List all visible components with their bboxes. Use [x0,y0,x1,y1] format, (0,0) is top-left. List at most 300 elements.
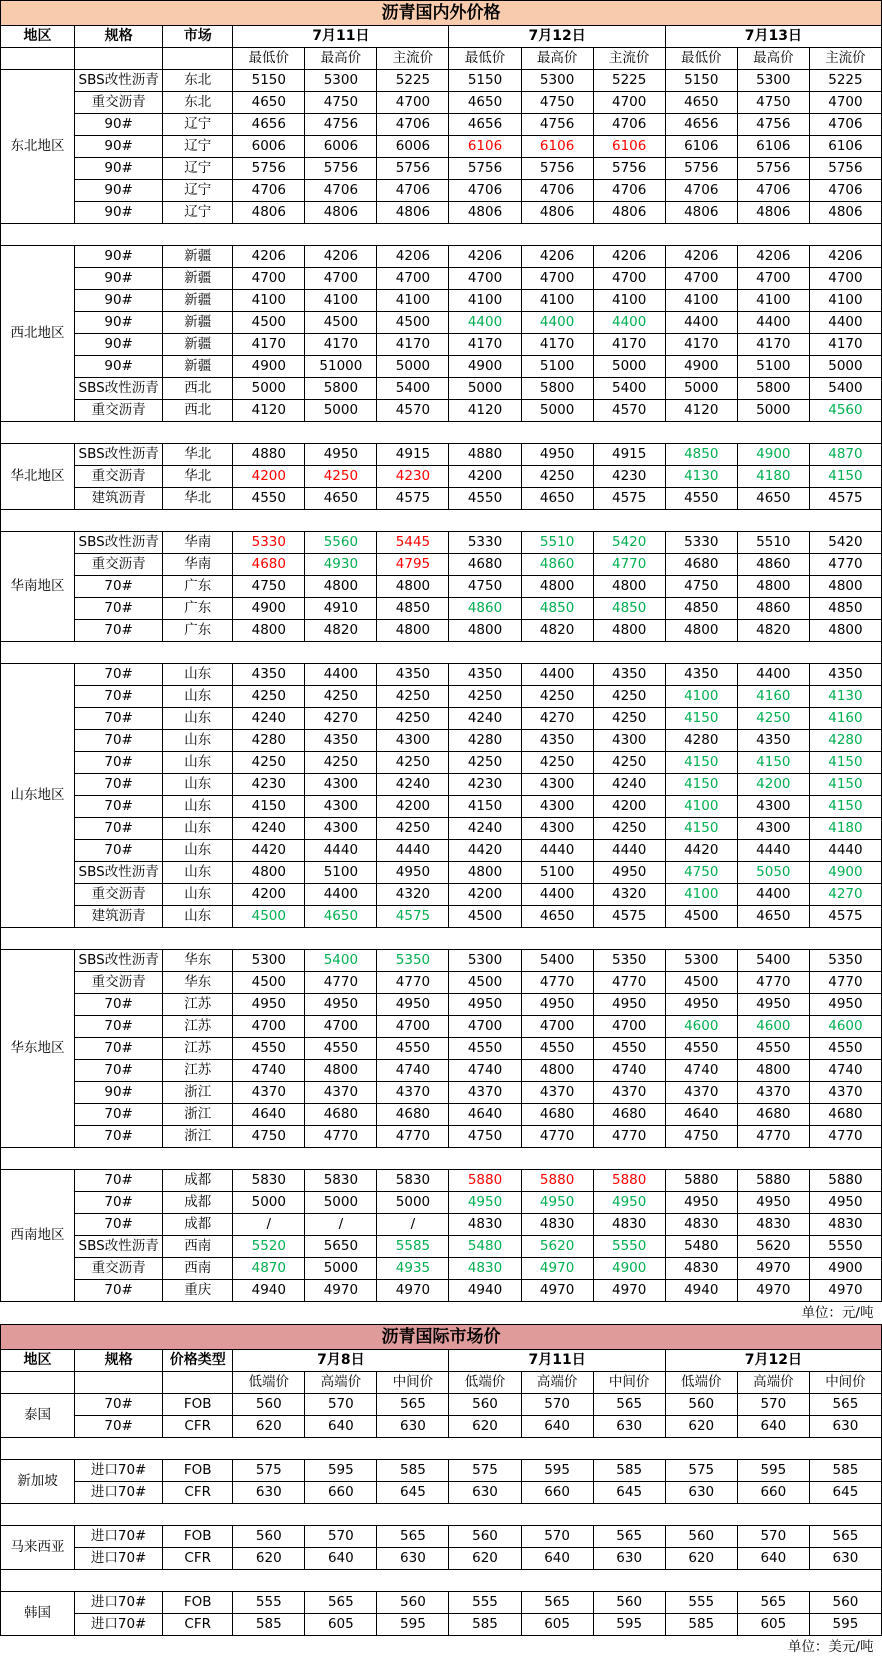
price-cell: 5400 [809,378,881,400]
price-cell: 4680 [665,554,737,576]
table-row [1,1236,882,1258]
spacer-row [1,642,882,664]
price-cell: 5225 [593,70,665,92]
price-cell: 5000 [377,1192,449,1214]
price-cell: 4230 [233,774,305,796]
price-cell: 4150 [449,796,521,818]
spec-cell: 建筑沥青 [75,906,163,928]
price-cell: 4700 [521,1016,593,1038]
spec-cell: 90# [75,356,163,378]
price-cell: 6106 [449,136,521,158]
price-cell: 5350 [593,950,665,972]
price-cell: 4250 [521,752,593,774]
spec-cell: SBS改性沥青 [75,950,163,972]
price-cell: 4180 [809,818,881,840]
price-cell: 4170 [809,334,881,356]
price-cell: 4750 [737,92,809,114]
spec-cell: 70# [75,1126,163,1148]
price-cell: 6106 [593,136,665,158]
column-header: 地区 [1,1350,75,1372]
spec-cell: 70# [75,1170,163,1192]
table-row [1,466,882,488]
price-cell: 5000 [305,1258,377,1280]
price-cell: 4550 [233,488,305,510]
price-cell: 4940 [665,1280,737,1302]
region-cell: 韩国 [1,1592,75,1636]
price-cell: 4656 [233,114,305,136]
column-header: 价格类型 [163,1350,233,1372]
price-subheader: 低端价 [665,1372,737,1394]
region-cell: 华东地区 [1,950,75,1148]
price-subheader: 高端价 [305,1372,377,1394]
market-cell: 江苏 [163,1060,233,1082]
price-cell: 4740 [377,1060,449,1082]
market-cell: 华南 [163,554,233,576]
table-row [1,1060,882,1082]
price-cell: 5830 [305,1170,377,1192]
table-row [1,356,882,378]
price-cell: 4250 [377,708,449,730]
price-cell: 4206 [233,246,305,268]
spec-cell: 70# [75,664,163,686]
price-cell: 6006 [305,136,377,158]
price-cell: 4680 [305,1104,377,1126]
domestic-header-row [1,26,882,48]
spec-cell: 70# [75,686,163,708]
price-cell: 5100 [737,356,809,378]
price-cell: 4706 [665,180,737,202]
spec-cell: 90# [75,202,163,224]
price-cell: 4160 [737,686,809,708]
price-cell: 5400 [305,950,377,972]
price-cell: 6106 [665,136,737,158]
price-cell: 4935 [377,1258,449,1280]
price-cell: 575 [233,1460,305,1482]
price-cell: 4200 [449,466,521,488]
price-cell: 4950 [449,994,521,1016]
price-cell: 4800 [377,576,449,598]
price-cell: 4950 [521,994,593,1016]
price-cell: 4180 [737,466,809,488]
price-cell: 4100 [305,290,377,312]
market-cell: 成都 [163,1192,233,1214]
price-cell: 4400 [737,664,809,686]
price-cell: 4550 [233,1038,305,1060]
price-cell: 5100 [521,862,593,884]
price-cell: 640 [305,1416,377,1438]
price-cell: 4100 [449,290,521,312]
price-cell: 4350 [665,664,737,686]
market-cell: 东北 [163,92,233,114]
price-cell: 5420 [593,532,665,554]
spec-cell: 70# [75,1038,163,1060]
price-cell: 4170 [665,334,737,356]
market-cell: 广东 [163,598,233,620]
spacer-cell [1,1438,75,1460]
price-cell: 5000 [809,356,881,378]
price-cell: 4860 [737,554,809,576]
spec-cell: 90# [75,268,163,290]
spacer-cell [1,1148,75,1170]
price-cell: 645 [593,1482,665,1504]
spacer-cell [75,224,882,246]
price-cell: 4206 [809,246,881,268]
price-cell: 5000 [305,1192,377,1214]
price-subheader: 低端价 [449,1372,521,1394]
international-unit-row [1,1636,882,1659]
price-cell: 4970 [521,1258,593,1280]
price-cell: 4650 [449,92,521,114]
region-cell: 新加坡 [1,1460,75,1504]
market-cell: 东北 [163,70,233,92]
price-cell: 560 [377,1592,449,1614]
price-cell: 4250 [305,752,377,774]
price-cell: 4440 [521,840,593,862]
price-cell: 4250 [593,708,665,730]
domestic-subheader-row [1,48,882,70]
price-cell: 5550 [593,1236,665,1258]
market-cell: 山东 [163,884,233,906]
price-cell: 4706 [521,180,593,202]
price-cell: 4400 [305,664,377,686]
price-subheader: 最低价 [233,48,305,70]
price-cell: 4440 [377,840,449,862]
price-cell: 4370 [521,1082,593,1104]
price-cell: 4950 [593,1192,665,1214]
price-cell: 4950 [449,1192,521,1214]
price-cell: 4820 [737,620,809,642]
price-cell: 630 [593,1548,665,1570]
spec-cell: SBS改性沥青 [75,862,163,884]
price-cell: 4706 [305,180,377,202]
spec-cell: 重交沥青 [75,400,163,422]
price-cell: 555 [233,1592,305,1614]
price-cell: 4575 [377,906,449,928]
price-cell: 4650 [305,906,377,928]
market-cell: 广东 [163,620,233,642]
price-cell: 4500 [233,312,305,334]
unit-note: 单位：美元/吨 [787,1639,874,1655]
price-cell: 4270 [305,708,377,730]
column-header: 规格 [75,1350,163,1372]
spec-cell: 90# [75,158,163,180]
price-cell: 5225 [377,70,449,92]
price-cell: 4370 [665,1082,737,1104]
price-cell: 4250 [593,818,665,840]
price-cell: 5550 [809,1236,881,1258]
price-cell: 4800 [593,620,665,642]
market-cell: 浙江 [163,1082,233,1104]
table-row [1,884,882,906]
price-cell: 4370 [377,1082,449,1104]
market-cell: 新疆 [163,268,233,290]
price-cell: 4150 [809,466,881,488]
spec-cell: 70# [75,1016,163,1038]
price-cell: 565 [809,1394,881,1416]
price-cell: 4750 [665,862,737,884]
price-cell: 4170 [737,334,809,356]
spacer-cell [75,1504,882,1526]
price-cell: 565 [377,1394,449,1416]
date-header: 7月12日 [665,1350,881,1372]
price-cell: 4830 [665,1258,737,1280]
price-cell: 560 [665,1394,737,1416]
price-cell: 4570 [377,400,449,422]
price-cell: 5620 [521,1236,593,1258]
market-cell: 华北 [163,444,233,466]
price-cell: 565 [593,1526,665,1548]
price-subheader: 高端价 [521,1372,593,1394]
price-cell: 620 [665,1416,737,1438]
price-cell: 4300 [521,818,593,840]
spec-cell: 重交沥青 [75,92,163,114]
price-cell: 4400 [521,312,593,334]
price-cell: 4100 [737,290,809,312]
spacer-cell [1,224,75,246]
price-cell: 640 [737,1548,809,1570]
column-header: 规格 [75,26,163,48]
price-cell: 4350 [737,730,809,752]
price-cell: 605 [305,1614,377,1636]
price-cell: 4800 [233,620,305,642]
price-cell: 4870 [233,1258,305,1280]
price-cell: 5400 [521,950,593,972]
price-cell: 5000 [305,400,377,422]
price-cell: 4800 [809,620,881,642]
price-cell: 5830 [233,1170,305,1192]
price-cell: 4250 [593,752,665,774]
price-cell: 4200 [593,796,665,818]
spec-cell: 进口70# [75,1548,163,1570]
price-cell: 4200 [449,884,521,906]
price-cell: 4150 [665,774,737,796]
price-cell: 5330 [449,532,521,554]
price-cell: 4806 [449,202,521,224]
price-cell: 4575 [377,488,449,510]
price-cell: 4950 [809,1192,881,1214]
price-cell: 4900 [593,1258,665,1280]
price-cell: 4706 [377,180,449,202]
table-row [1,906,882,928]
price-cell: 4650 [665,92,737,114]
price-cell: 5880 [737,1170,809,1192]
price-cell: 620 [665,1548,737,1570]
price-cell: 4250 [305,686,377,708]
price-cell: 4700 [305,268,377,290]
price-cell: 4240 [449,708,521,730]
spec-cell: SBS改性沥青 [75,444,163,466]
spec-cell: 70# [75,1280,163,1302]
price-cell: 4400 [521,884,593,906]
domestic-title: 沥青国内外价格 [1,1,882,26]
price-cell: 4320 [377,884,449,906]
price-cell: 4440 [305,840,377,862]
spacer-cell [75,422,882,444]
price-cell: 4420 [233,840,305,862]
market-cell: 华东 [163,950,233,972]
international-title: 沥青国际市场价 [1,1325,882,1350]
price-cell: 4550 [449,1038,521,1060]
price-cell: 4700 [449,268,521,290]
price-cell: 4500 [233,972,305,994]
table-row [1,136,882,158]
region-cell: 马来西亚 [1,1526,75,1570]
price-cell: 5330 [665,532,737,554]
price-cell: 4800 [305,1060,377,1082]
price-cell: 4700 [593,268,665,290]
price-cell: 4700 [737,268,809,290]
price-cell: 4750 [449,576,521,598]
price-cell: 4830 [809,1214,881,1236]
price-cell: 5000 [521,400,593,422]
price-subheader: 中间价 [377,1372,449,1394]
market-cell: 辽宁 [163,202,233,224]
market-cell: 山东 [163,752,233,774]
price-cell: 4950 [305,994,377,1016]
market-cell: 西南 [163,1258,233,1280]
spec-cell: 70# [75,994,163,1016]
table-row [1,576,882,598]
price-cell: 4806 [809,202,881,224]
price-cell: 4500 [449,972,521,994]
table-row [1,1614,882,1636]
price-cell: 4206 [593,246,665,268]
market-cell: 辽宁 [163,136,233,158]
price-cell: 660 [737,1482,809,1504]
market-cell: CFR [163,1614,233,1636]
market-cell: FOB [163,1526,233,1548]
market-cell: FOB [163,1394,233,1416]
price-cell: / [377,1214,449,1236]
table-row [1,444,882,466]
price-cell: 4740 [233,1060,305,1082]
price-cell: 4770 [809,554,881,576]
price-cell: 620 [233,1416,305,1438]
table-row [1,554,882,576]
price-cell: 4150 [665,708,737,730]
price-cell: 4800 [593,576,665,598]
market-cell: 山东 [163,840,233,862]
price-cell: 4800 [449,862,521,884]
price-cell: 4800 [809,576,881,598]
price-cell: 4250 [593,686,665,708]
price-cell: 5350 [377,950,449,972]
price-cell: 4120 [449,400,521,422]
price-cell: 4100 [665,290,737,312]
market-cell: FOB [163,1592,233,1614]
price-cell: 4500 [665,972,737,994]
price-cell: 6006 [233,136,305,158]
price-cell: 4800 [377,620,449,642]
price-cell: 4640 [449,1104,521,1126]
price-cell: 4170 [521,334,593,356]
price-cell: 5510 [521,532,593,554]
price-cell: 585 [233,1614,305,1636]
price-cell: 4850 [809,598,881,620]
international-title-row [1,1325,882,1350]
price-cell: 4250 [377,686,449,708]
spec-cell: 70# [75,730,163,752]
market-cell: CFR [163,1482,233,1504]
price-cell: 4150 [809,752,881,774]
price-cell: 4150 [665,818,737,840]
price-cell: 4420 [665,840,737,862]
price-cell: 4206 [305,246,377,268]
price-cell: 4100 [233,290,305,312]
price-cell: 4440 [809,840,881,862]
spacer-cell [1,1570,75,1592]
spec-cell: 70# [75,840,163,862]
price-cell: 4770 [809,1126,881,1148]
price-cell: 4806 [737,202,809,224]
price-cell: 585 [593,1460,665,1482]
spec-cell: 70# [75,1060,163,1082]
spacer-cell [1,642,75,664]
spec-cell: 90# [75,312,163,334]
price-cell: 4300 [737,796,809,818]
price-cell: 585 [809,1460,881,1482]
table-row [1,114,882,136]
price-cell: 4700 [233,268,305,290]
spec-cell: 70# [75,1192,163,1214]
price-cell: 4350 [377,664,449,686]
price-cell: 4370 [305,1082,377,1104]
market-cell: 辽宁 [163,180,233,202]
price-cell: 4250 [737,708,809,730]
spacer-cell [1,1504,75,1526]
price-cell: 5150 [449,70,521,92]
price-cell: 4940 [449,1280,521,1302]
price-cell: 565 [809,1526,881,1548]
market-cell: 新疆 [163,312,233,334]
market-cell: 辽宁 [163,158,233,180]
price-cell: 4770 [521,1126,593,1148]
price-cell: 4880 [233,444,305,466]
price-subheader: 高端价 [737,1372,809,1394]
table-row [1,1038,882,1060]
price-cell: 4100 [809,290,881,312]
price-cell: 4440 [737,840,809,862]
price-cell: 565 [593,1394,665,1416]
table-row [1,1416,882,1438]
price-cell: 4650 [737,488,809,510]
price-cell: 4560 [809,400,881,422]
price-subheader: 最高价 [521,48,593,70]
price-cell: 5400 [377,378,449,400]
price-cell: 5756 [305,158,377,180]
spec-cell: SBS改性沥青 [75,70,163,92]
price-cell: 4860 [449,598,521,620]
price-cell: 4680 [521,1104,593,1126]
price-cell: 4800 [233,862,305,884]
region-cell: 泰国 [1,1394,75,1438]
price-cell: 560 [449,1394,521,1416]
price-cell: 4800 [737,576,809,598]
price-cell: 4740 [449,1060,521,1082]
price-cell: 4600 [737,1016,809,1038]
price-cell: 4350 [593,664,665,686]
price-cell: 4740 [809,1060,881,1082]
price-cell: 5480 [449,1236,521,1258]
spec-cell: 重交沥青 [75,884,163,906]
price-cell: 630 [233,1482,305,1504]
table-row [1,1192,882,1214]
column-header: 地区 [1,26,75,48]
spacer-row [1,1504,882,1526]
market-cell: 新疆 [163,334,233,356]
price-cell: 4100 [665,884,737,906]
price-cell: 4700 [809,92,881,114]
